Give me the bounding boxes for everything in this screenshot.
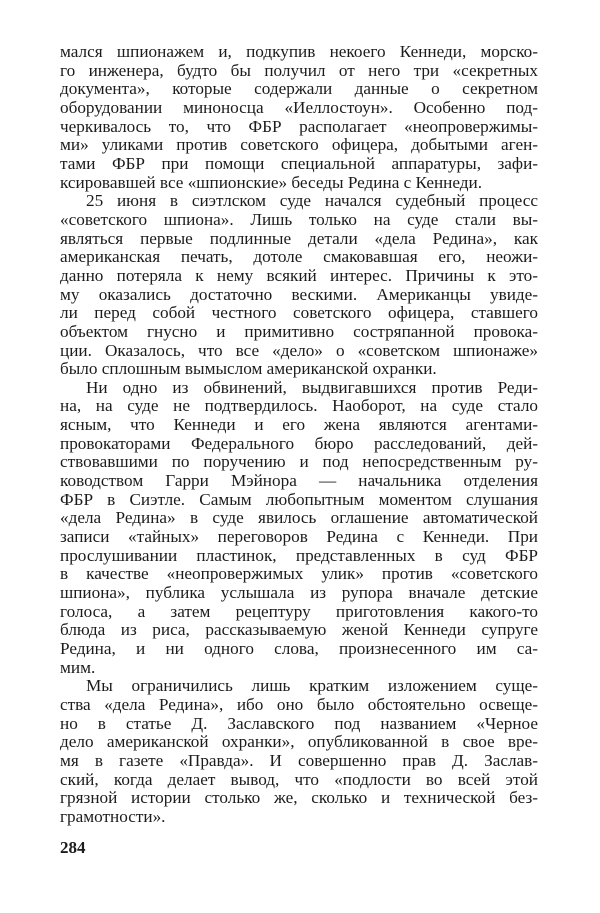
- text-line: му оказались достаточно вескими. Американцы увиде-: [60, 284, 538, 304]
- text-line: ли перед собой честного советского офицера, ставшего: [60, 303, 538, 323]
- text-line: было сплошным вымыслом американской охранки.: [60, 359, 437, 379]
- text-line: мя в газете «Правда». И совершенно прав Д. Заслав-: [60, 750, 538, 770]
- text-line: записи «тайных» переговоров Редина с Кеннеди. При: [60, 527, 538, 547]
- text-line: являться первые подлинные детали «дела Редина», как: [60, 228, 538, 248]
- text-line: ции. Оказалось, что все «дело» о «советском шпионаже»: [60, 340, 538, 360]
- text-line: 25 июня в сиэтлском суде начался судебный процесс: [86, 191, 538, 211]
- text-line: ясным, что Кеннеди и его жена являются агентами-: [60, 415, 538, 435]
- page-number: 284: [60, 838, 86, 857]
- text-line: ствовавшими по поручению и под непосредственным ру-: [60, 452, 538, 472]
- text-line: но в статье Д. Заславского под названием «Черное: [60, 713, 538, 733]
- text-line: ми» уликами против советского офицера, добытыми аген-: [60, 135, 538, 155]
- text-line: Ни одно из обвинений, выдвигавшихся против Реди-: [86, 377, 538, 397]
- text-line: данно потеряла к нему всякий интерес. Причины к это-: [60, 265, 538, 285]
- text-line: грамотности».: [60, 806, 166, 826]
- book-page-text: [60, 43, 538, 827]
- text-line: Редина, и ни одного слова, произнесенного им са-: [60, 639, 538, 658]
- text-line: ководством Гарри Мэйнора — начальника отделения: [60, 471, 538, 491]
- text-line: оборудовании миноносца «Иеллостоун». Особенно под-: [60, 97, 538, 117]
- text-line: ксировавшей все «шпионские» беседы Редина с Кеннеди.: [60, 172, 483, 192]
- text-line: ства «дела Редина», ибо оно было обстоятельно освеще-: [60, 694, 538, 714]
- text-line: американская печать, дотоле смаковавшая его, неожи-: [60, 247, 538, 267]
- text-line: грязной истории столько же, сколько и технической без-: [60, 788, 538, 808]
- text-line: Мы ограничились лишь кратким изложением суще-: [86, 676, 538, 696]
- text-line: го инженера, будто бы получил от него три «секретных: [60, 60, 538, 80]
- text-line: прослушивании пластинок, представленных в суд ФБР: [60, 545, 538, 565]
- text-line: шпиона», публика услышала из рупора вначале детские: [60, 583, 538, 603]
- text-line: документа», которые содержали данные о секретном: [60, 79, 538, 99]
- text-line: мался шпионажем и, подкупив некоего Кеннеди, морско-: [60, 42, 538, 61]
- text-line: мим.: [60, 657, 96, 677]
- text-line: голоса, а затем рецептуру приготовления какого-то: [60, 601, 538, 621]
- text-line: в качестве «неопровержимых улик» против «советского: [60, 564, 538, 584]
- text-line: дело американской охранки», опубликованной в свое вре-: [60, 732, 538, 752]
- text-line: объектом гнусно и примитивно состряпанной провока-: [60, 321, 538, 341]
- text-line: ский, когда делает вывод, что «подлости во всей этой: [60, 769, 538, 789]
- text-line: тами ФБР при помощи специальной аппаратуры, зафи-: [60, 153, 538, 173]
- text-line: «советского шпиона». Лишь только на суде стали вы-: [60, 209, 538, 229]
- text-line: провокаторами Федерального бюро расследований, дей-: [60, 433, 538, 453]
- text-line: блюда из риса, рассказываемую женой Кеннеди супруге: [60, 620, 538, 640]
- text-line: черкивалось то, что ФБР располагает «неопровержимы-: [60, 116, 538, 136]
- text-line: «дела Редина» в суде явилось оглашение автоматической: [60, 508, 538, 528]
- text-line: на, на суде не подтвердилось. Наоборот, на суде стало: [60, 396, 538, 416]
- text-line: ФБР в Сиэтле. Самым любопытным моментом слушания: [60, 489, 538, 509]
